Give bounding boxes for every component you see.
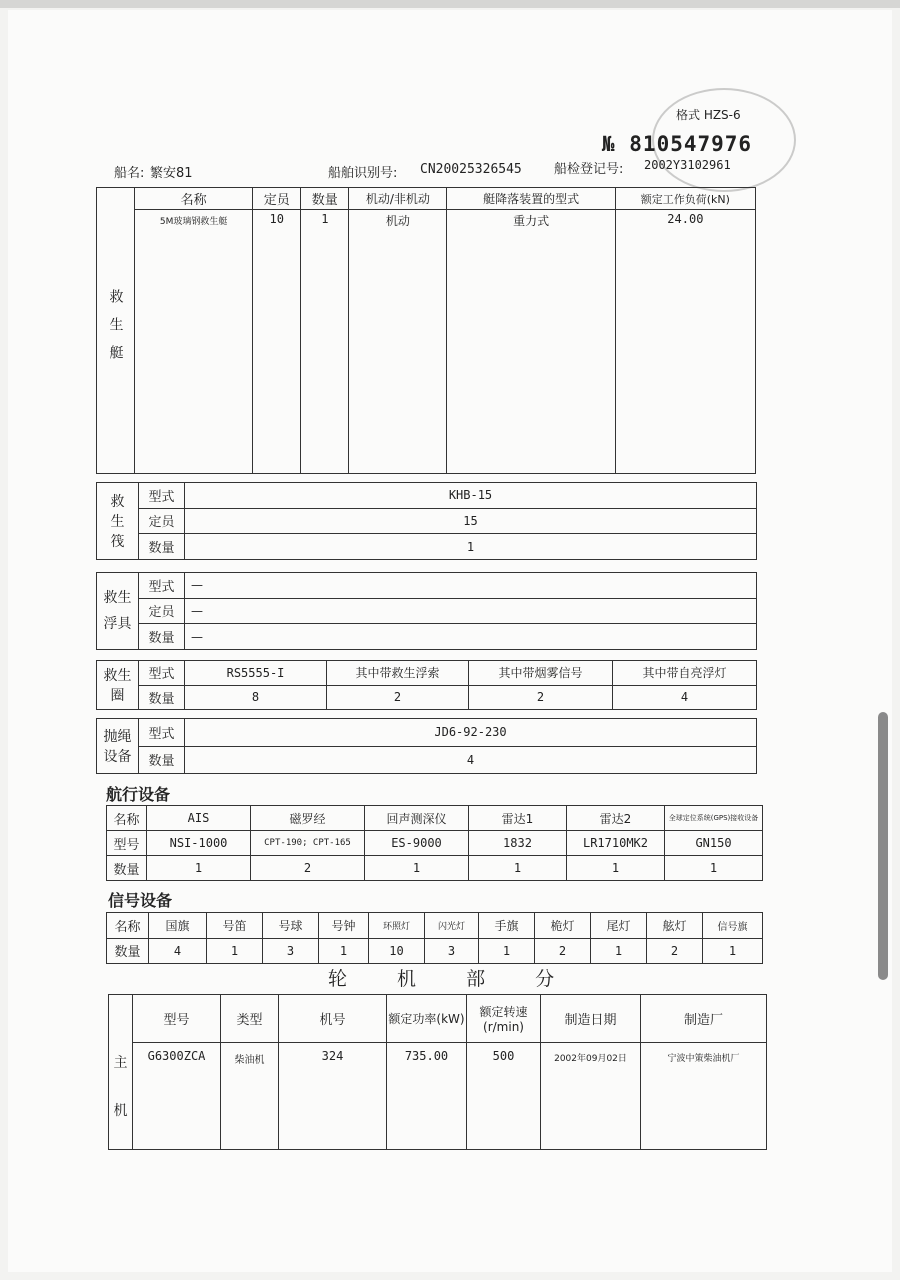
signal-table [106, 912, 763, 964]
lifebuoy-head-line: 其中带救生浮索 [327, 661, 469, 686]
lifeboat-load: 24.00 [615, 210, 755, 474]
signal-name-7: 手旗 [479, 913, 535, 939]
nav-model-2: CPT-190; CPT-165 [251, 831, 365, 856]
ship-name: 繁安81 [150, 166, 193, 181]
ship-id-label: 船舶识别号: [328, 166, 398, 181]
linethrow-quantity: 4 [185, 746, 757, 774]
engine-header-type: 类型 [221, 995, 279, 1043]
lifeboat-section-label: 救生艇 [97, 188, 135, 474]
linethrow-type-label: 型式 [139, 719, 185, 747]
engine-type: 柴油机 [221, 1043, 279, 1150]
serial-number: № 810547976 [602, 132, 753, 156]
linethrow-quantity-label: 数量 [139, 746, 185, 774]
lifeboat-header-launch: 艇降落装置的型式 [447, 188, 615, 210]
lifebuoy-table [96, 660, 757, 710]
nav-qty-2: 2 [251, 856, 365, 881]
format-code: 格式 HZS-6 [676, 108, 741, 122]
signal-qty-1: 4 [149, 938, 207, 964]
lifebuoy-head-smoke: 其中带烟雾信号 [469, 661, 613, 686]
signal-name-4: 号钟 [319, 913, 369, 939]
nav-qty-6: 1 [665, 856, 763, 881]
engine-header-date: 制造日期 [541, 995, 641, 1043]
engine-section-label: 主机 [109, 995, 133, 1150]
registration-label: 船检登记号: [554, 162, 624, 177]
nav-qty-3: 1 [365, 856, 469, 881]
buoyant-quantity: — [185, 624, 757, 650]
nav-name-3: 回声测深仪 [365, 806, 469, 831]
liferaft-capacity-label: 定员 [139, 508, 185, 534]
buoyant-capacity: — [185, 598, 757, 624]
scrollbar[interactable] [878, 712, 888, 980]
linethrow-type: JD6-92-230 [185, 719, 757, 747]
engine-header-maker: 制造厂 [641, 995, 767, 1043]
lifeboat-header-name: 名称 [135, 188, 253, 210]
signal-name-10: 舷灯 [647, 913, 703, 939]
nav-model-6: GN150 [665, 831, 763, 856]
lifeboat-header-capacity: 定员 [253, 188, 301, 210]
lifebuoy-light-count: 4 [613, 685, 757, 710]
nav-model-5: LR1710MK2 [567, 831, 665, 856]
navigation-label-quantity: 数量 [107, 856, 147, 881]
signal-name-9: 尾灯 [591, 913, 647, 939]
buoyant-type-label: 型式 [139, 573, 185, 599]
engine-power: 735.00 [387, 1043, 467, 1150]
nav-qty-1: 1 [147, 856, 251, 881]
navigation-title: 航行设备 [106, 785, 171, 804]
navigation-label-name: 名称 [107, 806, 147, 831]
signal-qty-11: 1 [703, 938, 763, 964]
signal-qty-10: 2 [647, 938, 703, 964]
buoyant-table [96, 572, 757, 650]
registration-number: 2002Y3102961 [644, 158, 731, 172]
lifebuoy-quantity-label: 数量 [139, 685, 185, 710]
nav-model-4: 1832 [469, 831, 567, 856]
liferaft-quantity-label: 数量 [139, 534, 185, 560]
lifeboat-motor: 机动 [349, 210, 447, 474]
signal-qty-2: 1 [207, 938, 263, 964]
signal-name-1: 国旗 [149, 913, 207, 939]
nav-name-5: 雷达2 [567, 806, 665, 831]
engine-speed: 500 [467, 1043, 541, 1150]
signal-label-quantity: 数量 [107, 938, 149, 964]
engine-model: G6300ZCA [133, 1043, 221, 1150]
signal-name-11: 信号旗 [703, 913, 763, 939]
lifebuoy-type-label: 型式 [139, 661, 185, 686]
lifeboat-header-quantity: 数量 [301, 188, 349, 210]
top-band [0, 0, 900, 8]
engine-maker: 宁波中策柴油机厂 [641, 1043, 767, 1150]
lifeboat-header-motor: 机动/非机动 [349, 188, 447, 210]
lifeboat-header-load: 额定工作负荷(kN) [615, 188, 755, 210]
signal-qty-4: 1 [319, 938, 369, 964]
nav-model-1: NSI-1000 [147, 831, 251, 856]
engine-header-model: 型号 [133, 995, 221, 1043]
nav-name-1: AIS [147, 806, 251, 831]
engine-header-power: 额定功率(kW) [387, 995, 467, 1043]
liferaft-section-label: 救生筏 [97, 483, 139, 560]
ship-name-label: 船名: [114, 166, 145, 181]
lifeboat-launch: 重力式 [447, 210, 615, 474]
signal-name-8: 桅灯 [535, 913, 591, 939]
signal-qty-6: 3 [425, 938, 479, 964]
signal-qty-5: 10 [369, 938, 425, 964]
liferaft-quantity: 1 [185, 534, 757, 560]
signal-qty-7: 1 [479, 938, 535, 964]
lifeboat-capacity: 10 [253, 210, 301, 474]
buoyant-section-label: 救生浮具 [97, 573, 139, 650]
nav-name-6: 全球定位系统(GPS)接收设备 [665, 806, 763, 831]
ship-id: CN20025326545 [420, 162, 522, 177]
signal-name-3: 号球 [263, 913, 319, 939]
signal-qty-9: 1 [591, 938, 647, 964]
lifebuoy-line-count: 2 [327, 685, 469, 710]
lifeboat-name: 5M玻璃钢救生艇 [135, 210, 253, 474]
lifebuoy-quantity: 8 [185, 685, 327, 710]
engine-number: 324 [279, 1043, 387, 1150]
buoyant-capacity-label: 定员 [139, 598, 185, 624]
liferaft-capacity: 15 [185, 508, 757, 534]
lifebuoy-type: RS5555-I [185, 661, 327, 686]
signal-name-5: 环照灯 [369, 913, 425, 939]
lifebuoy-smoke-count: 2 [469, 685, 613, 710]
signal-name-2: 号笛 [207, 913, 263, 939]
linethrow-section-label: 抛绳设备 [97, 719, 139, 774]
engine-title: 轮 机 部 分 [328, 968, 577, 990]
buoyant-type: — [185, 573, 757, 599]
engine-date: 2002年09月02日 [541, 1043, 641, 1150]
signal-qty-3: 3 [263, 938, 319, 964]
engine-table [108, 994, 767, 1150]
nav-name-4: 雷达1 [469, 806, 567, 831]
liferaft-type: KHB-15 [185, 483, 757, 509]
nav-model-3: ES-9000 [365, 831, 469, 856]
signal-label-name: 名称 [107, 913, 149, 939]
lifebuoy-head-light: 其中带自亮浮灯 [613, 661, 757, 686]
lifeboat-quantity: 1 [301, 210, 349, 474]
engine-header-number: 机号 [279, 995, 387, 1043]
signal-title: 信号设备 [108, 891, 173, 910]
navigation-label-model: 型号 [107, 831, 147, 856]
nav-qty-4: 1 [469, 856, 567, 881]
nav-qty-5: 1 [567, 856, 665, 881]
lifebuoy-section-label: 救生圈 [97, 661, 139, 710]
buoyant-quantity-label: 数量 [139, 624, 185, 650]
engine-header-speed: 额定转速(r/min) [467, 995, 541, 1043]
liferaft-table [96, 482, 757, 560]
signal-name-6: 闪光灯 [425, 913, 479, 939]
liferaft-type-label: 型式 [139, 483, 185, 509]
signal-qty-8: 2 [535, 938, 591, 964]
navigation-table [106, 805, 763, 881]
lifeboat-table [96, 187, 756, 474]
linethrow-table [96, 718, 757, 774]
nav-name-2: 磁罗经 [251, 806, 365, 831]
